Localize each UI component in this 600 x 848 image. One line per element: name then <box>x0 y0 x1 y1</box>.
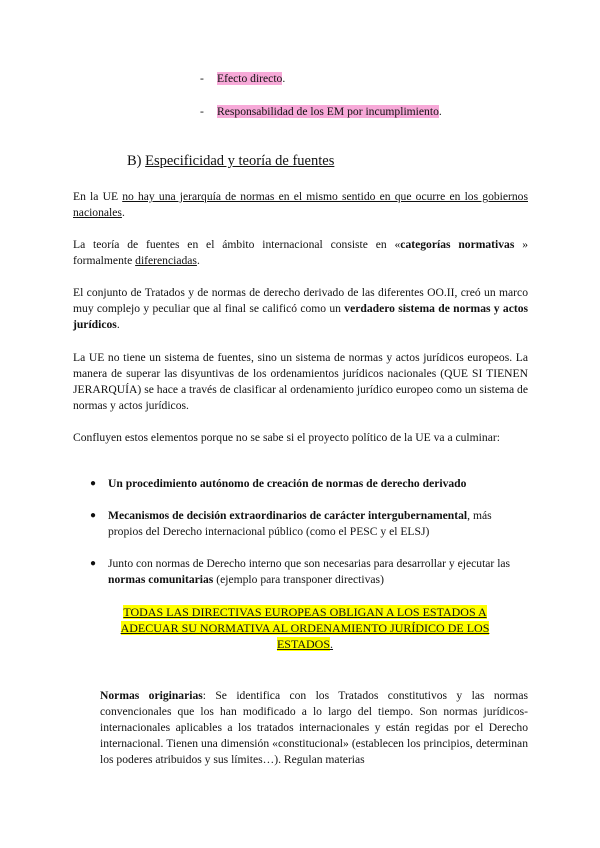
bullet-dot-icon: ● <box>90 558 97 569</box>
bullet-item: ● Un procedimiento autónomo de creación de normas de derecho derivado <box>90 477 467 490</box>
bullet-dot-icon: ● <box>90 510 97 521</box>
section-heading: B) Especificidad y teoría de fuentes <box>127 153 335 169</box>
bullet-dot-icon: ● <box>90 478 97 489</box>
bullet-item: ● Junto con normas de Derecho interno que son necesarias para desarrollar y ejecutar las normas comunitarias (ejemplo para transponer directivas) <box>90 557 511 586</box>
dash-item-efecto-directo: - Efecto directo. <box>200 72 286 85</box>
yellow-highlight-text: TODAS LAS DIRECTIVAS EUROPEAS OBLIGAN A LOS ESTADOS A ADECUAR SU NORMATIVA AL ORDENAMIENTO JURÍDICO DE LOS ESTADOS <box>120 605 490 651</box>
paragraph-conjunto-tratados: El conjunto de Tratados y de normas de derecho derivado de las diferentes OO.II, creó un marco muy complejo y peculiar que al final se calificó como un verdadero sistema de normas y actos jurídicos. <box>73 286 529 331</box>
paragraph-confluyen: Confluyen estos elementos porque no se sabe si el proyecto político de la UE va a culminar: <box>73 431 500 444</box>
section-title: Especificidad y teoría de fuentes <box>145 153 335 169</box>
dash-marker: - <box>200 72 204 85</box>
paragraph-jerarquia: En la UE no hay una jerarquía de normas en el mismo sentido en que ocurre en los gobiernos nacionales. <box>73 190 528 219</box>
dash-item-responsabilidad: - Responsabilidad de los EM por incumplimiento. <box>200 105 442 118</box>
dash-marker: - <box>200 105 204 118</box>
bullet-item: ● Mecanismos de decisión extraordinarios de carácter intergubernamental, más propios del Derecho internacional público (como el PESC y el ELSJ) <box>90 509 492 538</box>
paragraph-sistema-normas: La UE no tiene un sistema de fuentes, sino un sistema de normas y actos jurídicos europeos. La manera de superar las disyuntivas de los ordenamientos jurídicos nacionales (QUE SI TIENEN JERARQUÍA) se hace a través de clasificar al ordenamiento jurídico europeo como un sistema de normas y actos jurídicos. <box>73 351 528 412</box>
highlighted-notice: TODAS LAS DIRECTIVAS EUROPEAS OBLIGAN A LOS ESTADOS A ADECUAR SU NORMATIVA AL ORDENAMIENTO JURÍDICO DE LOS ESTADOS. <box>120 605 490 651</box>
highlighted-text: Efecto directo <box>217 72 283 85</box>
paragraph-teoria-fuentes: La teoría de fuentes en el ámbito internacional consiste en «categorías normativas » formalmente diferenciadas. <box>73 238 528 267</box>
paragraph-normas-originarias: Normas originarias: Se identifica con los Tratados constitutivos y las normas convencionales que los han modificado a lo largo del tiempo. Son normas jurídicos-internacionales aplicables a los tratados internacionales y están regidas por el Derecho internacional. Tienen una dimensión «constitucional» (establecen los principios, determinan los poderes atribuidos y sus límites…). Regulan materias <box>100 689 528 766</box>
highlighted-text: Responsabilidad de los EM por incumplimiento <box>217 105 439 118</box>
